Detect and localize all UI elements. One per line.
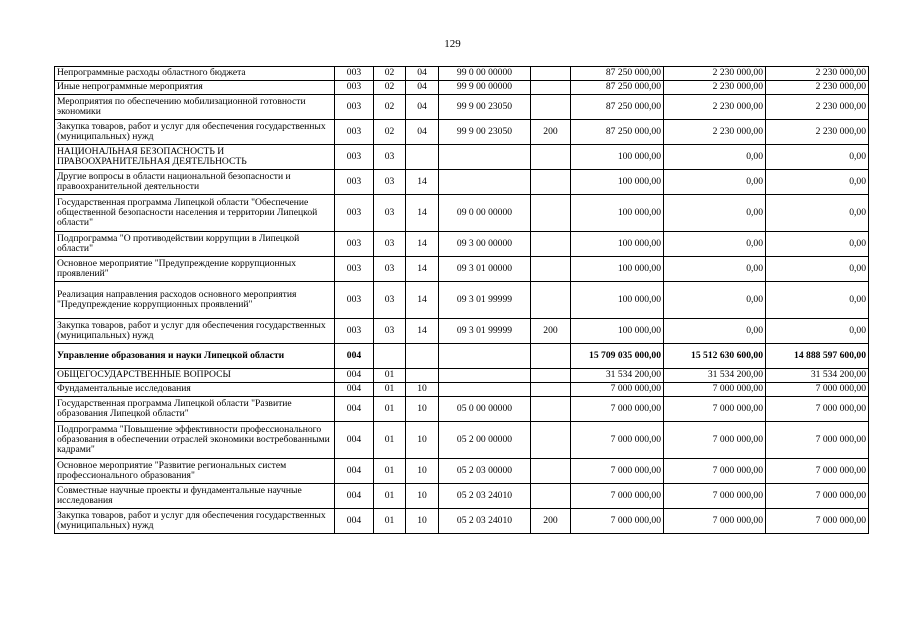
- table-row: [55, 282, 869, 319]
- row-subsection: 14: [406, 195, 439, 232]
- row-sum-2: 7 000 000,00: [664, 383, 766, 397]
- row-expense-type: [531, 397, 571, 422]
- row-target-article: 99 9 00 00000: [439, 81, 531, 95]
- budget-table: [54, 66, 869, 534]
- row-subsection: [406, 145, 439, 170]
- row-section: 01: [374, 422, 406, 459]
- row-sum-2: 0,00: [664, 145, 766, 170]
- table-row: [55, 344, 869, 369]
- row-section: 03: [374, 232, 406, 257]
- row-sum-2: 2 230 000,00: [664, 95, 766, 120]
- row-code: 004: [335, 344, 374, 369]
- row-sum-1: 87 250 000,00: [571, 81, 664, 95]
- row-sum-3: 7 000 000,00: [766, 383, 869, 397]
- row-sum-1: 7 000 000,00: [571, 484, 664, 509]
- row-sum-1: 87 250 000,00: [571, 95, 664, 120]
- row-target-article: 99 9 00 23050: [439, 120, 531, 145]
- row-target-article: [439, 344, 531, 369]
- row-sum-3: 14 888 597 600,00: [766, 344, 869, 369]
- row-section: 03: [374, 319, 406, 344]
- row-target-article: 09 3 01 99999: [439, 319, 531, 344]
- row-sum-2: 7 000 000,00: [664, 397, 766, 422]
- row-sum-1: 100 000,00: [571, 257, 664, 282]
- row-section: 02: [374, 81, 406, 95]
- row-code: 004: [335, 484, 374, 509]
- row-code: 003: [335, 81, 374, 95]
- table-row: [55, 195, 869, 232]
- row-section: 01: [374, 383, 406, 397]
- row-name: Другие вопросы в области национальной безопасности и правоохранительной деятельности: [55, 170, 335, 195]
- row-target-article: [439, 170, 531, 195]
- row-target-article: 09 0 00 00000: [439, 195, 531, 232]
- row-sum-3: 7 000 000,00: [766, 484, 869, 509]
- row-sum-2: 7 000 000,00: [664, 459, 766, 484]
- row-name: Реализация направления расходов основного мероприятия "Предупреждение коррупционных проявлений": [55, 282, 335, 319]
- row-subsection: 14: [406, 319, 439, 344]
- row-sum-3: 0,00: [766, 170, 869, 195]
- row-code: 003: [335, 67, 374, 81]
- table-row: [55, 383, 869, 397]
- row-code: 003: [335, 120, 374, 145]
- table-row: [55, 459, 869, 484]
- row-section: 01: [374, 397, 406, 422]
- row-name: Закупка товаров, работ и услуг для обеспечения государственных (муниципальных) нужд: [55, 120, 335, 145]
- row-expense-type: [531, 422, 571, 459]
- row-code: 004: [335, 383, 374, 397]
- row-sum-1: 100 000,00: [571, 195, 664, 232]
- row-sum-3: 2 230 000,00: [766, 120, 869, 145]
- row-target-article: 99 9 00 23050: [439, 95, 531, 120]
- row-code: 003: [335, 257, 374, 282]
- row-section: 03: [374, 257, 406, 282]
- row-code: 003: [335, 170, 374, 195]
- row-sum-1: 7 000 000,00: [571, 422, 664, 459]
- row-sum-1: 15 709 035 000,00: [571, 344, 664, 369]
- row-expense-type: [531, 81, 571, 95]
- row-sum-3: 2 230 000,00: [766, 95, 869, 120]
- row-name: Основное мероприятие "Предупреждение коррупционных проявлений": [55, 257, 335, 282]
- row-target-article: 09 3 01 99999: [439, 282, 531, 319]
- row-sum-1: 100 000,00: [571, 282, 664, 319]
- row-name: Подпрограмма "Повышение эффективности профессионального образования в обеспечении отраслей экономики востребованными кадрами": [55, 422, 335, 459]
- table-row: [55, 422, 869, 459]
- row-subsection: 10: [406, 383, 439, 397]
- row-subsection: 14: [406, 257, 439, 282]
- row-target-article: [439, 383, 531, 397]
- row-sum-1: 7 000 000,00: [571, 397, 664, 422]
- row-name: Закупка товаров, работ и услуг для обеспечения государственных (муниципальных) нужд: [55, 509, 335, 534]
- row-target-article: 05 2 03 24010: [439, 484, 531, 509]
- row-expense-type: [531, 67, 571, 81]
- row-sum-3: 7 000 000,00: [766, 509, 869, 534]
- row-sum-2: 0,00: [664, 195, 766, 232]
- row-sum-2: 0,00: [664, 257, 766, 282]
- table-row: [55, 369, 869, 383]
- row-subsection: 04: [406, 120, 439, 145]
- row-subsection: 14: [406, 282, 439, 319]
- row-expense-type: [531, 257, 571, 282]
- row-sum-1: 31 534 200,00: [571, 369, 664, 383]
- page-number: 129: [444, 38, 461, 50]
- row-code: 004: [335, 509, 374, 534]
- row-expense-type: [531, 344, 571, 369]
- row-sum-2: 2 230 000,00: [664, 120, 766, 145]
- row-target-article: 09 3 01 00000: [439, 257, 531, 282]
- row-name: НАЦИОНАЛЬНАЯ БЕЗОПАСНОСТЬ И ПРАВООХРАНИТЕЛЬНАЯ ДЕЯТЕЛЬНОСТЬ: [55, 145, 335, 170]
- row-sum-3: 0,00: [766, 232, 869, 257]
- row-sum-2: 0,00: [664, 170, 766, 195]
- row-sum-2: 2 230 000,00: [664, 67, 766, 81]
- row-sum-3: 0,00: [766, 319, 869, 344]
- row-section: 03: [374, 282, 406, 319]
- row-section: 03: [374, 195, 406, 232]
- row-expense-type: [531, 232, 571, 257]
- table-row: [55, 95, 869, 120]
- row-expense-type: [531, 95, 571, 120]
- row-expense-type: [531, 383, 571, 397]
- row-section: 03: [374, 145, 406, 170]
- row-name: Закупка товаров, работ и услуг для обеспечения государственных (муниципальных) нужд: [55, 319, 335, 344]
- row-subsection: 10: [406, 422, 439, 459]
- row-subsection: 10: [406, 459, 439, 484]
- row-name: Основное мероприятие "Развитие региональных систем профессионального образования": [55, 459, 335, 484]
- row-code: 004: [335, 422, 374, 459]
- row-subsection: [406, 344, 439, 369]
- row-sum-3: 0,00: [766, 257, 869, 282]
- row-subsection: 04: [406, 81, 439, 95]
- row-name: Мероприятия по обеспечению мобилизационной готовности экономики: [55, 95, 335, 120]
- table-row: [55, 397, 869, 422]
- row-section: 03: [374, 170, 406, 195]
- row-subsection: 14: [406, 232, 439, 257]
- row-subsection: [406, 369, 439, 383]
- row-sum-3: 7 000 000,00: [766, 422, 869, 459]
- row-sum-2: 31 534 200,00: [664, 369, 766, 383]
- row-sum-1: 87 250 000,00: [571, 120, 664, 145]
- row-sum-3: 7 000 000,00: [766, 459, 869, 484]
- row-subsection: 04: [406, 67, 439, 81]
- row-sum-1: 100 000,00: [571, 319, 664, 344]
- row-name: Государственная программа Липецкой области "Обеспечение общественной безопасности населения и территории Липецкой области": [55, 195, 335, 232]
- table-row: [55, 232, 869, 257]
- row-sum-2: 0,00: [664, 232, 766, 257]
- row-name: Государственная программа Липецкой области "Развитие образования Липецкой области": [55, 397, 335, 422]
- row-name: Управление образования и науки Липецкой области: [55, 344, 335, 369]
- row-target-article: [439, 369, 531, 383]
- row-name: Иные непрограммные мероприятия: [55, 81, 335, 95]
- row-code: 003: [335, 232, 374, 257]
- row-sum-3: 0,00: [766, 282, 869, 319]
- row-code: 003: [335, 282, 374, 319]
- table-row: [55, 509, 869, 534]
- row-code: 004: [335, 369, 374, 383]
- row-target-article: 05 2 03 24010: [439, 509, 531, 534]
- row-code: 004: [335, 397, 374, 422]
- row-sum-1: 7 000 000,00: [571, 459, 664, 484]
- row-sum-1: 7 000 000,00: [571, 509, 664, 534]
- table-row: [55, 145, 869, 170]
- row-expense-type: 200: [531, 319, 571, 344]
- row-section: 01: [374, 369, 406, 383]
- row-target-article: 05 0 00 00000: [439, 397, 531, 422]
- row-target-article: 99 0 00 00000: [439, 67, 531, 81]
- row-section: [374, 344, 406, 369]
- row-expense-type: 200: [531, 509, 571, 534]
- row-name: ОБЩЕГОСУДАРСТВЕННЫЕ ВОПРОСЫ: [55, 369, 335, 383]
- row-subsection: 14: [406, 170, 439, 195]
- row-target-article: 09 3 00 00000: [439, 232, 531, 257]
- table-row: [55, 81, 869, 95]
- row-section: 02: [374, 95, 406, 120]
- row-sum-3: 2 230 000,00: [766, 81, 869, 95]
- row-sum-2: 7 000 000,00: [664, 484, 766, 509]
- row-sum-1: 7 000 000,00: [571, 383, 664, 397]
- row-section: 01: [374, 484, 406, 509]
- row-expense-type: [531, 145, 571, 170]
- row-expense-type: [531, 170, 571, 195]
- row-sum-2: 0,00: [664, 319, 766, 344]
- row-section: 01: [374, 509, 406, 534]
- table-row: [55, 170, 869, 195]
- table-row: [55, 319, 869, 344]
- row-expense-type: [531, 369, 571, 383]
- table-row: [55, 257, 869, 282]
- row-sum-3: 2 230 000,00: [766, 67, 869, 81]
- row-subsection: 10: [406, 509, 439, 534]
- row-expense-type: [531, 459, 571, 484]
- row-subsection: 10: [406, 397, 439, 422]
- row-expense-type: [531, 484, 571, 509]
- row-sum-1: 100 000,00: [571, 145, 664, 170]
- row-sum-3: 7 000 000,00: [766, 397, 869, 422]
- row-section: 02: [374, 120, 406, 145]
- row-sum-1: 87 250 000,00: [571, 67, 664, 81]
- row-section: 01: [374, 459, 406, 484]
- row-sum-2: 0,00: [664, 282, 766, 319]
- row-sum-1: 100 000,00: [571, 170, 664, 195]
- table-row: [55, 120, 869, 145]
- row-name: Фундаментальные исследования: [55, 383, 335, 397]
- row-expense-type: [531, 195, 571, 232]
- row-target-article: 05 2 03 00000: [439, 459, 531, 484]
- row-expense-type: 200: [531, 120, 571, 145]
- row-sum-3: 0,00: [766, 195, 869, 232]
- row-code: 003: [335, 95, 374, 120]
- row-target-article: 05 2 00 00000: [439, 422, 531, 459]
- row-subsection: 04: [406, 95, 439, 120]
- row-sum-2: 7 000 000,00: [664, 422, 766, 459]
- row-expense-type: [531, 282, 571, 319]
- table-body: [55, 67, 869, 534]
- row-sum-1: 100 000,00: [571, 232, 664, 257]
- row-code: 003: [335, 195, 374, 232]
- row-sum-2: 2 230 000,00: [664, 81, 766, 95]
- row-code: 004: [335, 459, 374, 484]
- row-name: Подпрограмма "О противодействии коррупции в Липецкой области": [55, 232, 335, 257]
- row-sum-2: 15 512 630 600,00: [664, 344, 766, 369]
- row-sum-2: 7 000 000,00: [664, 509, 766, 534]
- row-subsection: 10: [406, 484, 439, 509]
- row-code: 003: [335, 145, 374, 170]
- row-sum-3: 0,00: [766, 145, 869, 170]
- row-code: 003: [335, 319, 374, 344]
- table-row: [55, 67, 869, 81]
- row-section: 02: [374, 67, 406, 81]
- row-sum-3: 31 534 200,00: [766, 369, 869, 383]
- table-row: [55, 484, 869, 509]
- row-name: Совместные научные проекты и фундаментальные научные исследования: [55, 484, 335, 509]
- row-target-article: [439, 145, 531, 170]
- row-name: Непрограммные расходы областного бюджета: [55, 67, 335, 81]
